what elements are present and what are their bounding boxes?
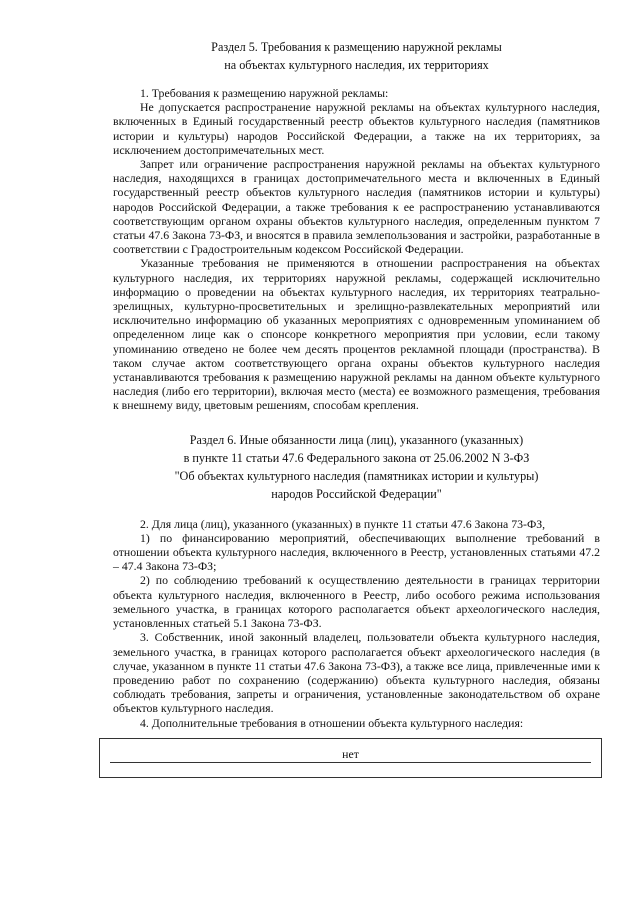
- section-6-heading: [113, 431, 600, 503]
- additional-requirements-value: нет: [342, 746, 359, 761]
- item-2-intro: 2. Для лица (лиц), указанного (указанных) в пункте 11 статьи 47.6 Закона 73-ФЗ,: [140, 516, 546, 531]
- section-6-title-line-2: в пункте 11 статьи 47.6 Федерального закона от 25.06.2002 N 3-ФЗ: [183, 450, 530, 465]
- item-4-title: 4. Дополнительные требования в отношении объекта культурного наследия:: [140, 715, 524, 730]
- item-3-paragraph: 3. Собственник, иной законный владелец, пользователи объекта культурного наследия, земельного участка, в границах которого располагается объект археологического наследия (в случае, указанном в пункте 11 статьи 47.6 Закона 73-ФЗ), а также все лица, привлеченные ими к проведению работ по сохранению (содержанию) объекта культурного наследия, обязаны соблюдать требования, запреты и ограничения, установленные законодательством об охране объектов культурного наследия.: [113, 630, 600, 716]
- section-5-heading: [113, 38, 600, 74]
- value-underline: [110, 762, 591, 763]
- item-2-subitem-2: 2) по соблюдению требований к осуществлению деятельности в границах территории объекта культурного наследия, включенного в Реестр, либо особого режима использования земельного участка, в границах которого располагается объект археологического наследия, установленных статьей 5.1 Закона 73-ФЗ.: [113, 573, 600, 631]
- item-2-subitem-1: 1) по финансированию мероприятий, обеспечивающих выполнение требований в отношении объекта культурного наследия, включенного в Реестр, установленных статьями 47.2 – 47.4 Закона 73-ФЗ;: [113, 530, 600, 574]
- item-1-title: 1. Требования к размещению наружной рекламы:: [140, 86, 389, 100]
- item-1-paragraph-1: Не допускается распространение наружной рекламы на объектах культурного наследия, включенных в Единый государственный реестр объектов культурного наследия (памятников истории и культуры) народов Российской Федерации, а также на их территориях, за исключением достопримечательных мест.: [113, 100, 600, 157]
- item-1-paragraph-3: Указанные требования не применяются в отношении распространения на объектах культурного наследия, их территориях наружной рекламы, содержащей исключительно информацию о проведении на объектах культурного наследия, их территориях театрально-зрелищных, культурно-просветительных и зрелищно-развлекательных мероприятий или исключительно информацию об указанных мероприятиях с одновременным упоминанием об определенном лице как о спонсоре конкретного мероприятия при условии, если такому упоминанию отведено не более чем десять процентов рекламной площади (пространства). В таком случае актом соответствующего органа охраны объектов культурного наследия устанавливаются требования к размещению наружной рекламы на данном объекте культурного наследия (либо его территории), включая место (места) ее возможного размещения, требования к внешнему виду, цветовым решениям, способам крепления.: [113, 256, 600, 413]
- section-6-title-line-3: "Об объектах культурного наследия (памятниках истории и культуры): [174, 468, 539, 483]
- section-5-title-line-2: на объектах культурного наследия, их территориях: [224, 58, 489, 72]
- section-6-title-line-1: Раздел 6. Иные обязанности лица (лиц), указанного (указанных): [189, 432, 524, 447]
- document-page: [113, 38, 600, 778]
- additional-requirements-box: [99, 738, 602, 778]
- section-6-title-line-4: народов Российской Федерации": [271, 486, 442, 501]
- section-5-title-line-1: Раздел 5. Требования к размещению наружной рекламы: [211, 40, 502, 54]
- item-1-paragraph-2: Запрет или ограничение распространения наружной рекламы на объектах культурного наследия, находящихся в границах достопримечательного места и включенных в Единый государственный реестр объектов культурного наследия (памятников истории и культуры) народов Российской Федерации, а также требования к ее распространению устанавливаются соответствующим органом охраны объектов культурного наследия, определенным пунктом 7 статьи 47.6 Закона 73-ФЗ, и вносятся в правила землепользования и застройки, разработанные в соответствии с Градостроительным кодексом Российской Федерации.: [113, 157, 600, 257]
